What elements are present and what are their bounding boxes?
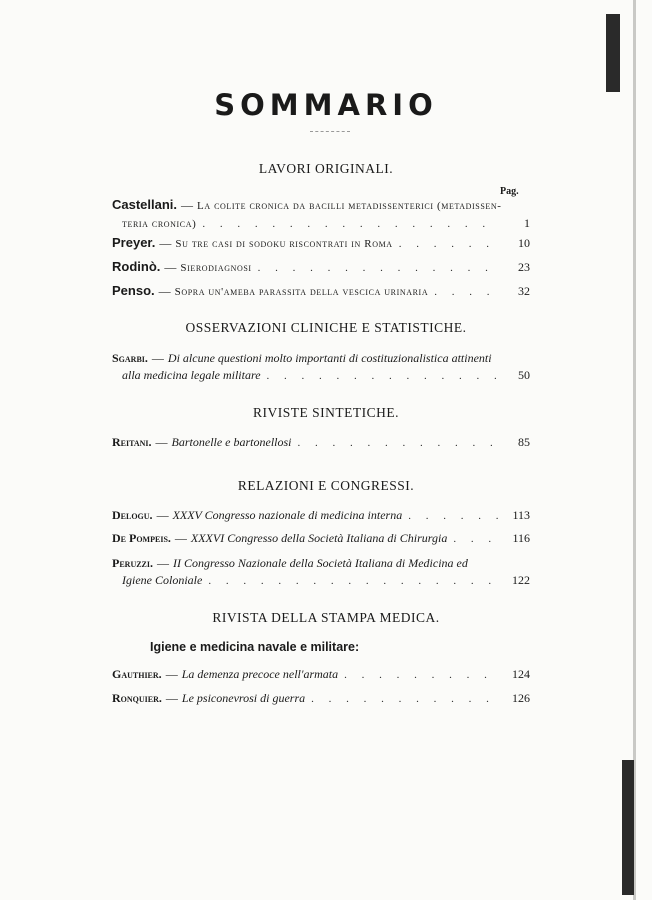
toc-entry-sgarbi: Sgarbi. — Di alcune questioni molto importanti di costituzionalistica attinenti alla medicina legale militare . . . 50	[112, 350, 530, 385]
toc-entry-castellani: Castellani. — La colite cronica da bacilli metadissenterici (metadissen- teria cronica) . . . 1	[112, 196, 530, 233]
dot-leader	[408, 508, 500, 525]
entry-page: 23	[518, 260, 530, 274]
entry-author: Ronquier.	[112, 691, 162, 705]
entry-author: Peruzzi.	[112, 556, 154, 570]
entry-author: Sgarbi.	[112, 351, 148, 365]
subheading-igiene: Igiene e medicina navale e militare:	[150, 640, 360, 654]
entry-page: 124	[512, 667, 530, 681]
entry-author: De Pompeis.	[112, 531, 171, 545]
entry-author: Reitani.	[112, 435, 152, 449]
toc-entry-de-pompeis: De Pompeis. — XXXVI Congresso della Società Italiana di Chirurgia . . . 116	[112, 530, 530, 548]
dot-leader	[258, 260, 500, 277]
entry-title-cont: teria cronica)	[122, 218, 197, 230]
toc-entry-delogu: Delogu. — XXXV Congresso nazionale di medicina interna . . . 113	[112, 507, 530, 525]
dot-leader	[208, 573, 500, 590]
dot-leader	[267, 368, 500, 385]
toc-entry-peruzzi: Peruzzi. — II Congresso Nazionale della Società Italiana di Medicina ed Igiene Coloniale . . . 122	[112, 555, 530, 590]
toc-entry-penso: Penso. — Sopra un'ameba parassita della vescica urinaria . . . 32	[112, 282, 530, 301]
entry-author: Gauthier.	[112, 667, 162, 681]
entry-page: 116	[512, 531, 530, 545]
entry-author: Rodinò.	[112, 259, 161, 274]
entry-title: Le psiconevrosi di guerra	[181, 691, 306, 705]
section-osservazioni: OSSERVAZIONI CLINICHE E STATISTICHE.	[185, 320, 467, 335]
toc-entry-preyer: Preyer. — Su tre casi di sodoku riscontrati in Roma . . . 10	[112, 234, 530, 253]
dot-leader	[298, 435, 500, 452]
section-relazioni-congressi: RELAZIONI E CONGRESSI.	[237, 478, 415, 493]
dot-leader	[344, 667, 500, 684]
scan-edge-bottom	[622, 760, 634, 895]
entry-author: Castellani.	[112, 197, 178, 212]
entry-title: II Congresso Nazionale della Società Italiana di Medicina ed	[173, 556, 468, 570]
entry-title: XXXV Congresso nazionale di medicina interna	[172, 508, 403, 522]
dot-leader	[434, 284, 500, 301]
entry-page: 122	[512, 573, 530, 587]
entry-title-cont: Igiene Coloniale	[122, 573, 203, 587]
entry-page: 32	[518, 284, 530, 298]
entry-page: 85	[518, 435, 530, 449]
entry-author: Penso.	[112, 283, 155, 298]
toc-entry-gauthier: Gauthier. — La demenza precoce nell'armata . . . 124	[112, 666, 530, 684]
entry-title: La colite cronica da bacilli metadissenterici (metadissen-	[197, 200, 502, 212]
entry-page: 1	[524, 216, 530, 230]
dot-leader	[453, 531, 500, 548]
entry-page: 10	[518, 236, 530, 250]
toc-entry-reitani: Reitani. — Bartonelle e bartonellosi . . . 85	[112, 434, 530, 452]
dot-leader	[202, 216, 500, 233]
section-riviste-sintetiche: RIVISTE SINTETICHE.	[253, 405, 399, 420]
entry-page: 126	[512, 691, 530, 705]
toc-entry-ronquier: Ronquier. — Le psiconevrosi di guerra . . . 126	[112, 690, 530, 708]
entry-title: Di alcune questioni molto importanti di costituzionalistica attinenti	[167, 351, 492, 365]
entry-page: 113	[512, 508, 530, 522]
entry-page: 50	[518, 368, 530, 382]
dot-leader	[399, 236, 500, 253]
dot-leader	[311, 691, 500, 708]
pag-label: Pag.	[500, 186, 519, 197]
entry-author: Delogu.	[112, 508, 153, 522]
entry-title-cont: alla medicina legale militare	[122, 368, 261, 382]
entry-title: Su tre casi di sodoku riscontrati in Roma	[175, 238, 393, 250]
entry-title: XXXVI Congresso della Società Italiana di Chirurgia	[190, 531, 448, 545]
toc-entry-rodino: Rodinò. — Sierodiagnosi . . . 23	[112, 258, 530, 277]
section-lavori-originali: LAVORI ORIGINALI.	[258, 161, 394, 176]
scan-edge-top	[606, 14, 620, 92]
entry-title: La demenza precoce nell'armata	[181, 667, 339, 681]
section-rivista-stampa: RIVISTA DELLA STAMPA MEDICA.	[212, 610, 440, 625]
entry-author: Preyer.	[112, 235, 156, 250]
entry-title: Sopra un'ameba parassita della vescica urinaria	[174, 286, 429, 298]
entry-title: Sierodiagnosi	[180, 262, 252, 274]
title-rule	[310, 131, 350, 132]
entry-title: Bartonelle e bartonellosi	[171, 435, 292, 449]
page-title: SOMMARIO	[214, 88, 438, 122]
